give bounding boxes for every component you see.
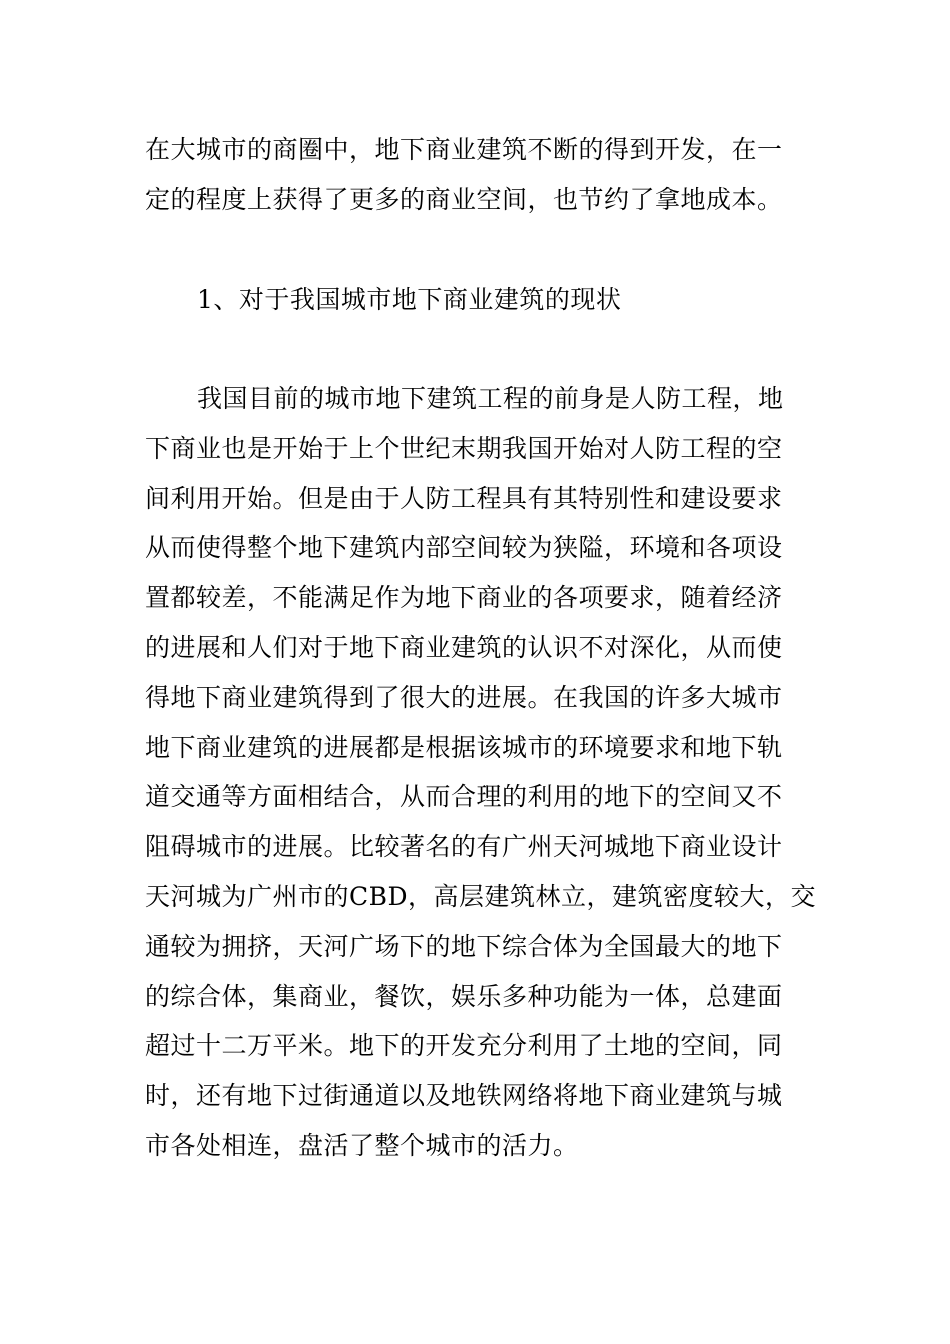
section-heading: 1、对于我国城市地下商业建筑的现状 (197, 285, 622, 314)
body-line: 得地下商业建筑得到了很大的进展。在我国的许多大城市 (145, 683, 783, 712)
intro-line: 定的程度上获得了更多的商业空间，也节约了拿地成本。 (145, 185, 783, 214)
body-line: 地下商业建筑的进展都是根据该城市的环境要求和地下轨 (145, 733, 783, 762)
body-line: 置都较差，不能满足作为地下商业的各项要求，随着经济 (145, 583, 783, 612)
body-line: 市各处相连，盘活了整个城市的活力。 (145, 1131, 579, 1160)
body-line: 的综合体，集商业，餐饮，娱乐多种功能为一体，总建面 (145, 982, 783, 1011)
body-line: 天河城为广州市的CBD，高层建筑林立，建筑密度较大，交 (145, 882, 817, 911)
body-line: 超过十二万平米。地下的开发充分利用了土地的空间，同 (145, 1031, 783, 1060)
intro-line: 在大城市的商圈中，地下商业建筑不断的得到开发，在一 (145, 135, 783, 164)
body-line: 通较为拥挤，天河广场下的地下综合体为全国最大的地下 (145, 932, 783, 961)
body-line: 我国目前的城市地下建筑工程的前身是人防工程，地 (197, 384, 784, 413)
body-line: 下商业也是开始于上个世纪末期我国开始对人防工程的空 (145, 434, 783, 463)
body-line: 从而使得整个地下建筑内部空间较为狭隘，环境和各项设 (145, 533, 783, 562)
body-line: 的进展和人们对于地下商业建筑的认识不对深化，从而使 (145, 633, 783, 662)
body-line: 间利用开始。但是由于人防工程具有其特别性和建设要求 (145, 484, 783, 513)
body-line: 道交通等方面相结合，从而合理的利用的地下的空间又不 (145, 782, 783, 811)
body-line: 时，还有地下过街通道以及地铁网络将地下商业建筑与城 (145, 1081, 783, 1110)
body-line: 阻碍城市的进展。比较著名的有广州天河城地下商业设计 (145, 832, 783, 861)
